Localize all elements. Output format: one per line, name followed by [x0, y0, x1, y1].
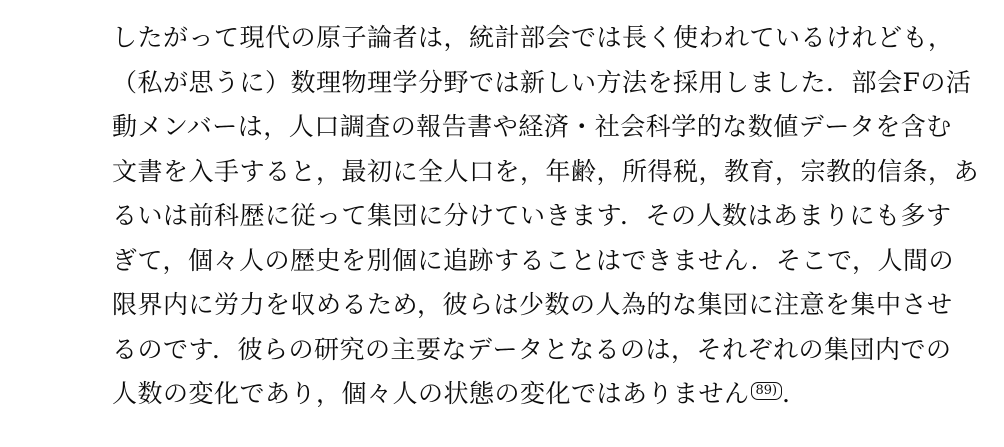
text-line: るのです．彼らの研究の主要なデータとなるのは，それぞれの集団内での — [112, 334, 952, 364]
text-line-final-text: 人数の変化であり，個々人の状態の変化ではありません — [112, 379, 750, 408]
text-line: 文書を入手すると，最初に全人口を，年齢，所得税，教育，宗教的信条，あ — [112, 156, 980, 186]
paragraph-body — [112, 16, 980, 417]
text-line: したがって現代の原子論者は，統計部会では長く使われているけれども， — [112, 23, 954, 52]
sentence-period: ． — [782, 379, 808, 408]
text-line: るいは前科歴に従って集団に分けていきます．その人数はあまりにも多す — [112, 201, 952, 230]
text-line-final — [112, 372, 912, 417]
text-line: 限界内に労力を収めるため，彼らは少数の人為的な集団に注意を集中させ — [112, 290, 953, 319]
text-line: （私が思うに）数理物理学分野では新しい方法を採用しました．部会Fの活 — [112, 67, 972, 97]
text-line: 動メンバーは，人口調査の報告書や経済・社会科学的な数値データを含む — [112, 112, 952, 141]
footnote-reference[interactable]: 89) — [751, 382, 783, 400]
text-line: ぎて，個々人の歴史を別個に追跡することはできません．そこで，人間の — [112, 245, 955, 275]
